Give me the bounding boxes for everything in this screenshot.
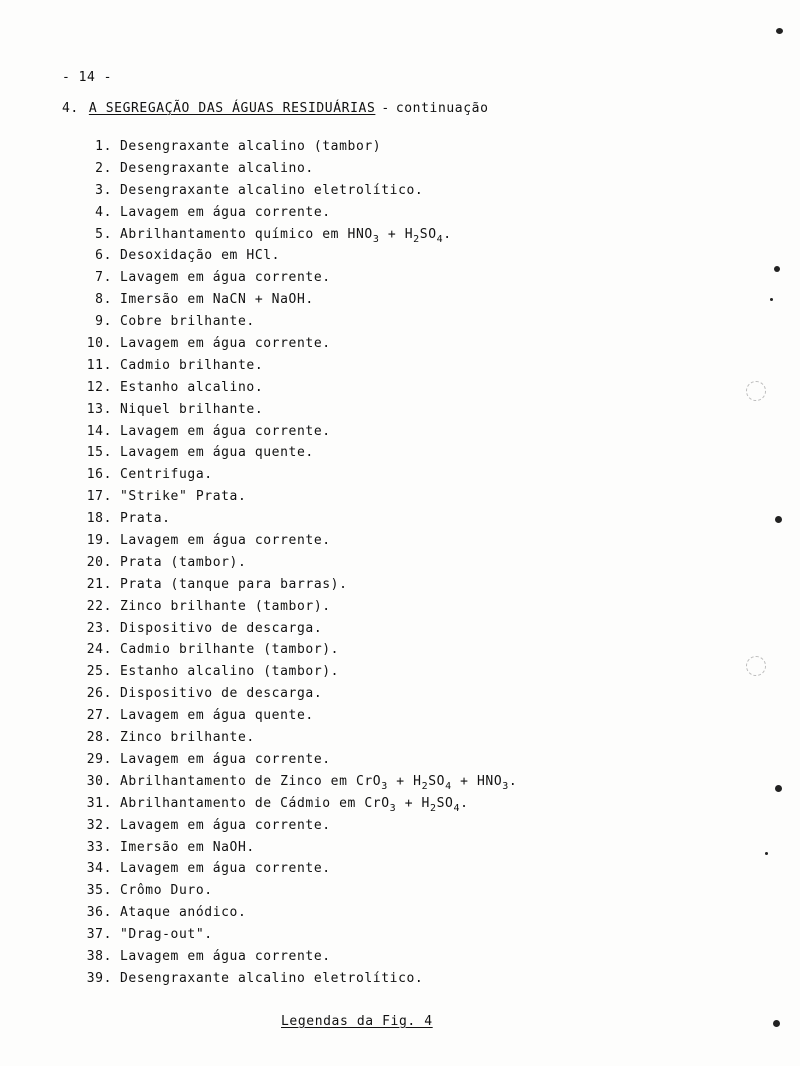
- legend-item: [62, 289, 702, 311]
- legend-item-text: Prata (tanque para barras).: [120, 576, 348, 592]
- legend-item-number: 7.: [95, 270, 112, 286]
- legend-text-fragment: .: [508, 773, 518, 789]
- legend-item: [62, 333, 702, 355]
- legend-item-number: 12.: [86, 379, 112, 395]
- legend-item-number: 25.: [86, 664, 112, 680]
- legend-item-text: Lavagem em água corrente.: [120, 817, 331, 833]
- legend-item-number: 21.: [86, 576, 112, 592]
- legend-item: [62, 202, 702, 224]
- legend-item-number: 31.: [86, 795, 112, 811]
- legend-item-number: 28.: [86, 730, 112, 746]
- legend-item-number: 30.: [86, 773, 112, 789]
- legend-item-number: 15.: [86, 445, 112, 461]
- section-title: A SEGREGAÇÃO DAS ÁGUAS RESIDUÁRIAS: [88, 101, 376, 116]
- punch-hole-mark: [746, 381, 766, 401]
- legend-item: [62, 793, 702, 815]
- legend-item-text: Cobre brilhante.: [120, 314, 255, 330]
- legend-item: [62, 815, 702, 837]
- legend-item-text: Cadmio brilhante (tambor).: [120, 642, 340, 658]
- legend-list: [62, 136, 702, 990]
- legend-item-text: Lavagem em água corrente.: [120, 423, 331, 439]
- legend-item-text: [120, 771, 517, 793]
- legend-item: [62, 267, 702, 289]
- chemical-subscript: 4: [436, 233, 444, 245]
- chemical-subscript: 2: [430, 802, 437, 814]
- legend-item-text: Lavagem em água corrente.: [120, 861, 331, 877]
- chemical-subscript: 4: [445, 780, 452, 792]
- legend-item-number: 10.: [86, 336, 112, 352]
- legend-text-fragment: + H: [396, 795, 430, 811]
- legend-text-fragment: Abrilhantamento de Zinco em CrO: [120, 773, 382, 789]
- legend-item: [62, 399, 702, 421]
- legend-text-fragment: SO: [419, 226, 437, 242]
- legend-item: [62, 245, 702, 267]
- legend-item-text: Prata (tambor).: [120, 554, 247, 570]
- legend-item-text: Dispositivo de descarga.: [120, 686, 323, 702]
- scan-speck: [775, 785, 782, 792]
- legend-item-text: Cadmio brilhante.: [120, 357, 264, 373]
- legend-item-text: Lavagem em água quente.: [120, 708, 314, 724]
- legend-item: [62, 355, 702, 377]
- legend-text-fragment: Abrilhantamento químico em HNO: [120, 226, 373, 242]
- legend-item-text: Desengraxante alcalino.: [120, 160, 314, 176]
- scan-speck: [770, 298, 773, 301]
- legend-item: [62, 574, 702, 596]
- legend-item-number: 4.: [95, 204, 112, 220]
- legend-text-fragment: .: [443, 226, 452, 242]
- legend-item-number: 26.: [86, 686, 112, 702]
- legend-item: [62, 421, 702, 443]
- legend-item-number: 1.: [95, 139, 112, 154]
- legend-text-fragment: + H: [387, 773, 422, 789]
- legend-item: [62, 486, 702, 508]
- legend-item-text: Lavagem em água corrente.: [120, 204, 331, 220]
- legend-item-number: 32.: [86, 817, 112, 833]
- legend-item-number: 24.: [86, 642, 112, 658]
- legend-item-text: Estanho alcalino.: [120, 379, 264, 395]
- legend-text-fragment: SO: [436, 795, 454, 811]
- page-number: - 14 -: [62, 70, 112, 85]
- legend-item-text: Desengraxante alcalino (tambor): [120, 139, 382, 154]
- chemical-subscript: 2: [413, 233, 420, 245]
- legend-item-text: Desengraxante alcalino eletrolítico.: [120, 970, 424, 986]
- legend-item-number: 3.: [95, 182, 112, 198]
- legend-item-text: Centrifuga.: [120, 467, 213, 483]
- legend-item: [62, 858, 702, 880]
- legend-item-text: Niquel brilhante.: [120, 401, 264, 417]
- legend-item-text: "Strike" Prata.: [120, 489, 247, 505]
- legend-item-text: Prata.: [120, 511, 171, 527]
- scan-speck: [765, 852, 768, 855]
- legend-item-number: 13.: [86, 401, 112, 417]
- legend-item: [62, 968, 702, 990]
- punch-hole-mark: [746, 656, 766, 676]
- legend-item-number: 36.: [86, 905, 112, 921]
- legend-item-text: Crômo Duro.: [120, 883, 213, 899]
- legend-text-fragment: + H: [379, 226, 414, 242]
- legend-item: [62, 618, 702, 640]
- legend-item-number: 34.: [86, 861, 112, 877]
- legend-item: [62, 311, 702, 333]
- legend-item: [62, 158, 702, 180]
- legend-item-text: [120, 224, 452, 246]
- legend-item-number: 23.: [86, 620, 112, 636]
- legend-item-number: 2.: [95, 160, 112, 176]
- legend-item-number: 39.: [86, 970, 112, 986]
- legend-item-text: Estanho alcalino (tambor).: [120, 664, 340, 680]
- legend-item-text: Desoxidação em HCl.: [120, 248, 281, 264]
- legend-item-number: 37.: [86, 927, 112, 943]
- chemical-subscript: 4: [453, 802, 461, 814]
- legend-item-number: 38.: [86, 948, 112, 964]
- legend-item-text: "Drag-out".: [120, 927, 213, 943]
- section-number: 4.: [62, 101, 79, 116]
- legend-item-text: Lavagem em água corrente.: [120, 533, 331, 549]
- legend-item: [62, 530, 702, 552]
- legend-item-text: Desengraxante alcalino eletrolítico.: [120, 182, 424, 198]
- legend-item-text: Dispositivo de descarga.: [120, 620, 323, 636]
- legend-item: [62, 639, 702, 661]
- scan-speck: [773, 1020, 780, 1027]
- legend-item-number: 16.: [86, 467, 112, 483]
- legend-item-text: Imersão em NaCN + NaOH.: [120, 292, 314, 308]
- chemical-subscript: 3: [389, 802, 397, 814]
- legend-item-number: 35.: [86, 883, 112, 899]
- legend-item: [62, 880, 702, 902]
- legend-item: [62, 924, 702, 946]
- legend-item: [62, 837, 702, 859]
- legend-item: [62, 749, 702, 771]
- section-heading: [62, 101, 489, 116]
- legend-item: [62, 683, 702, 705]
- legend-item: [62, 224, 702, 246]
- legend-text-fragment: + HNO: [451, 773, 503, 789]
- legend-item-number: 33.: [86, 839, 112, 855]
- legend-item-number: 27.: [86, 708, 112, 724]
- legend-item-number: 18.: [86, 511, 112, 527]
- legend-item: [62, 552, 702, 574]
- legend-text-fragment: .: [460, 795, 469, 811]
- legend-item: [62, 596, 702, 618]
- legend-item-text: Zinco brilhante (tambor).: [120, 598, 331, 614]
- chemical-subscript: 3: [372, 233, 380, 245]
- section-continuation: continuação: [395, 101, 489, 116]
- legend-item: [62, 946, 702, 968]
- legend-item: [62, 508, 702, 530]
- legend-item: [62, 180, 702, 202]
- legend-item-text: Lavagem em água quente.: [120, 445, 314, 461]
- legend-item-number: 5.: [95, 226, 112, 242]
- legend-item: [62, 902, 702, 924]
- legend-item-text: Ataque anódico.: [120, 905, 247, 921]
- scan-speck: [774, 266, 780, 272]
- legend-text-fragment: SO: [428, 773, 446, 789]
- legend-item-text: Lavagem em água corrente.: [120, 948, 331, 964]
- legend-item-number: 22.: [86, 598, 112, 614]
- legend-item-number: 11.: [86, 357, 112, 373]
- legend-item-number: 20.: [86, 554, 112, 570]
- legend-item: [62, 661, 702, 683]
- legend-item: [62, 771, 702, 793]
- legend-item-number: 8.: [95, 292, 112, 308]
- legend-item: [62, 464, 702, 486]
- legend-text-fragment: Abrilhantamento de Cádmio em CrO: [120, 795, 390, 811]
- scan-speck: [775, 516, 782, 523]
- scan-speck: [776, 28, 783, 34]
- legend-item-number: 29.: [86, 751, 112, 767]
- legend-item-number: 14.: [86, 423, 112, 439]
- legend-item-text: Lavagem em água corrente.: [120, 751, 331, 767]
- legend-item: [62, 442, 702, 464]
- chemical-subscript: 3: [381, 780, 388, 792]
- chemical-subscript: 2: [421, 780, 429, 792]
- legend-item-number: 6.: [95, 248, 112, 264]
- legend-item: [62, 705, 702, 727]
- legend-item: [62, 136, 702, 158]
- legend-item: [62, 377, 702, 399]
- legend-item-text: [120, 793, 469, 815]
- legend-item-number: 19.: [86, 533, 112, 549]
- legend-item-text: Imersão em NaOH.: [120, 839, 255, 855]
- legend-item: [62, 727, 702, 749]
- legend-item-text: Zinco brilhante.: [120, 730, 255, 746]
- chemical-subscript: 3: [502, 780, 509, 792]
- legend-item-text: Lavagem em água corrente.: [120, 270, 331, 286]
- legend-item-number: 9.: [95, 314, 112, 330]
- legend-item-number: 17.: [86, 489, 112, 505]
- legend-item-text: Lavagem em água corrente.: [120, 336, 331, 352]
- heading-separator: -: [381, 101, 390, 116]
- figure-caption: Legendas da Fig. 4: [281, 1014, 433, 1029]
